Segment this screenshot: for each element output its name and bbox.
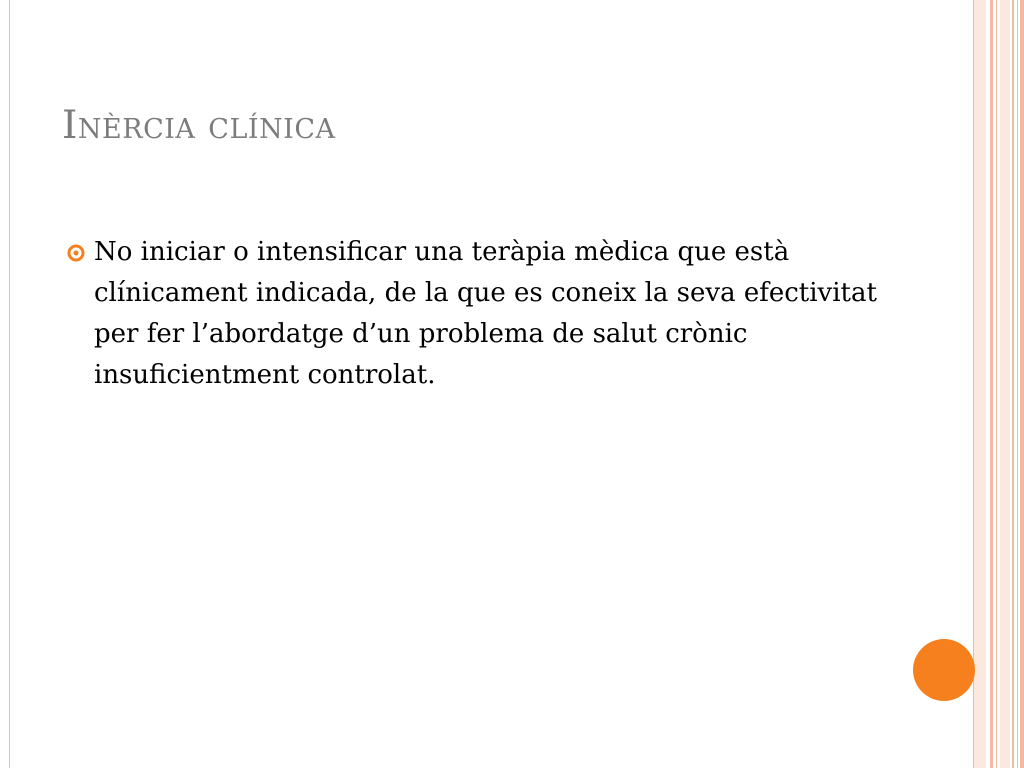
right-decorative-stripe bbox=[1017, 0, 1018, 768]
orange-circle-decoration bbox=[913, 639, 975, 701]
right-decorative-stripe bbox=[1012, 0, 1014, 768]
right-decorative-stripe bbox=[996, 0, 997, 768]
left-decorative-line bbox=[9, 0, 10, 768]
right-decorative-panel bbox=[973, 0, 986, 768]
right-decorative-stripe bbox=[1020, 0, 1024, 768]
bullet-text: No iniciar o intensificar una teràpia mèdica que està clínicament indicada, de la que es coneix la seva efectivitat per fer l’abordatge d’un problema de salut crònic insuficientment controlat. bbox=[94, 237, 877, 390]
right-decorative-stripe bbox=[1000, 0, 1010, 768]
slide-title: Inèrcia clínica bbox=[62, 103, 336, 148]
right-decorative-stripe bbox=[990, 0, 993, 768]
bullet-item bbox=[66, 232, 886, 396]
ring-bullet-icon bbox=[66, 243, 86, 263]
